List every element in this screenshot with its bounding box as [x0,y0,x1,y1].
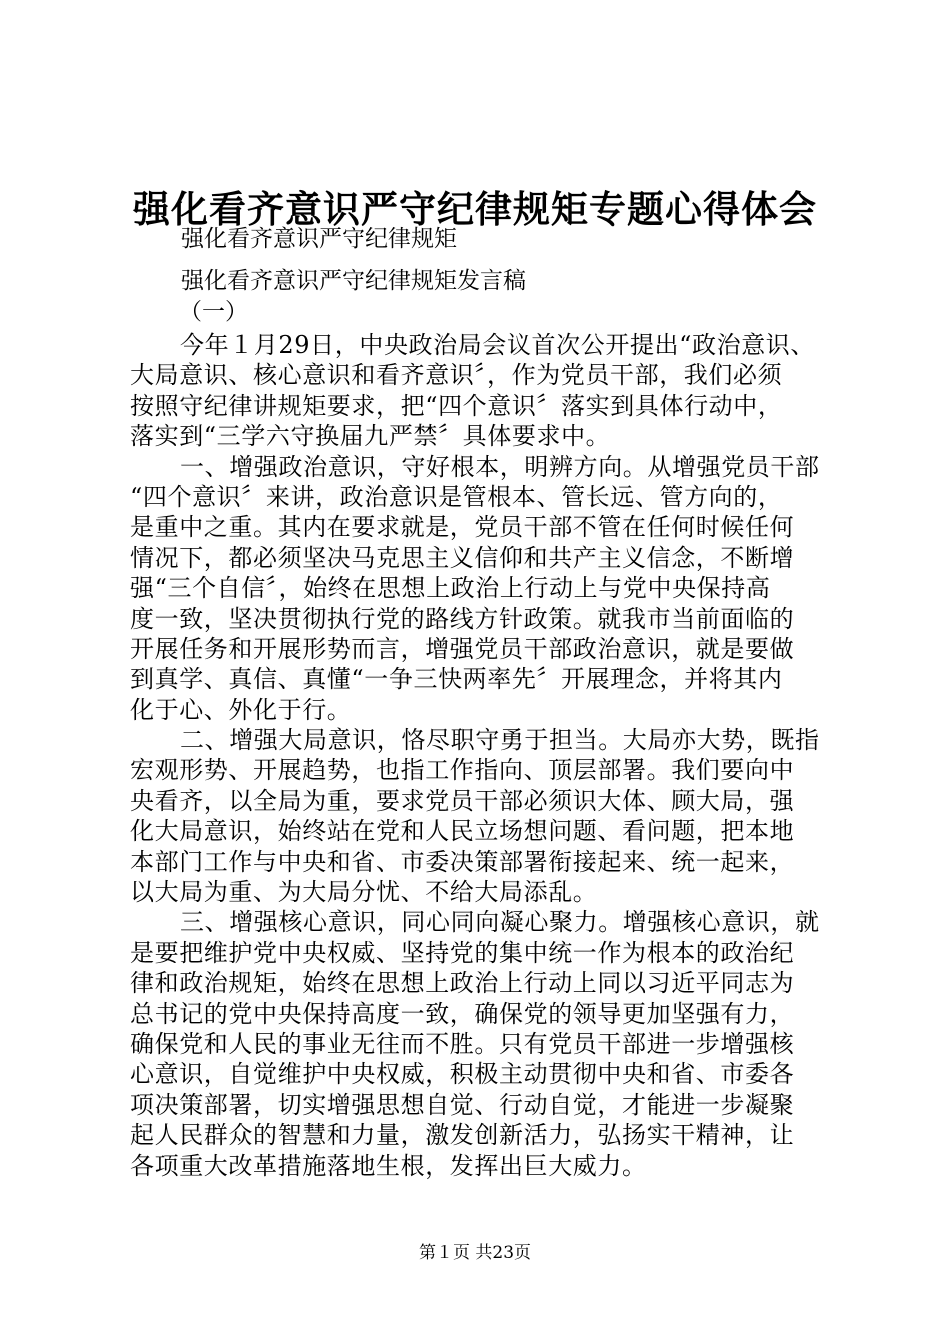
paragraph-line: 化于心、外化于行。 [130,695,352,724]
paragraph-line: 是重中之重。其内在要求就是，党员干部不管在任何时候任何 [130,513,795,542]
paragraph-line: 大局意识、核心意识和看齐意识〞，作为党员干部，我们必须 [130,361,783,390]
paragraph-line: 宏观形势、开展趋势，也指工作指向、顶层部署。我们要向中 [130,756,795,785]
document-body [130,330,830,1181]
paragraph-line: 一、增强政治意识，守好根本，明辨方向。从增强党员干部 [180,452,820,481]
paragraph-line: 三、增强核心意识，同心同向凝心聚力。增强核心意识，就 [180,908,820,937]
paragraph-line: 开展任务和开展形势而言，增强党员干部政治意识，就是要做 [130,634,795,663]
section-marker: （一） [179,299,248,325]
paragraph-line: 是要把维护党中央权威、坚持党的集中统一作为根本的政治纪 [130,938,795,967]
paragraph-line: 二、增强大局意识，恪尽职守勇于担当。大局亦大势，既指 [180,726,820,755]
subtitle-2: 强化看齐意识严守纪律规矩发言稿 [181,268,526,294]
paragraph-overall-awareness [130,725,830,907]
paragraph-line: 化大局意识，始终站在党和人民立场想问题、看问题，把本地 [130,817,795,846]
paragraph-line: 各项重大改革措施落地生根，发挥出巨大威力。 [130,1151,647,1180]
paragraph-line: 以大局为重、为大局分忧、不给大局添乱。 [130,878,598,907]
paragraph-line: 今年１月29日，中央政治局会议首次公开提出“政治意识、 [180,331,816,359]
paragraph-line: 央看齐，以全局为重，要求党员干部必须识大体、顾大局，强 [130,786,795,815]
paragraph-line: 心意识，自觉维护中央权威，积极主动贯彻中央和省、市委各 [130,1060,795,1089]
paragraph-core-awareness [130,907,830,1181]
paragraph-line: 按照守纪律讲规矩要求，把“四个意识〞落实到具体行动中， [130,391,783,420]
subtitle-1: 强化看齐意识严守纪律规矩 [181,226,457,252]
paragraph-line: “四个意识〞来讲，政治意识是管根本、管长远、管方向的， [130,482,783,511]
page-number-footer: 第１页 共23页 [418,1243,532,1263]
document-title: 强化看齐意识严守纪律规矩专题心得体会 [133,187,817,231]
paragraph-line: 强“三个自信〞，始终在思想上政治上行动上与党中央保持高 [130,574,771,603]
paragraph-political-awareness [130,452,830,726]
paragraph-line: 本部门工作与中央和省、市委决策部署衔接起来、统一起来， [130,847,795,876]
paragraph-line: 律和政治规矩，始终在思想上政治上行动上同以习近平同志为 [130,969,795,998]
paragraph-line: 总书记的党中央保持高度一致，确保党的领导更加坚强有力， [130,999,795,1028]
paragraph-line: 情况下，都必须坚决马克思主义信仰和共产主义信念，不断增 [130,543,795,572]
paragraph-line: 项决策部署，切实增强思想自觉、行动自觉，才能进一步凝聚 [130,1090,795,1119]
paragraph-line: 落实到“三学六守换届九严禁〞具体要求中。 [130,422,611,451]
paragraph-line: 起人民群众的智慧和力量，激发创新活力，弘扬实干精神，让 [130,1121,795,1150]
paragraph-line: 确保党和人民的事业无往而不胜。只有党员干部进一步增强核 [130,1029,795,1058]
paragraph-line: 度一致，坚决贯彻执行党的路线方针政策。就我市当前面临的 [130,604,795,633]
paragraph-intro [130,330,830,452]
paragraph-line: 到真学、真信、真懂“一争三快两率先〞开展理念，并将其内 [130,665,783,694]
